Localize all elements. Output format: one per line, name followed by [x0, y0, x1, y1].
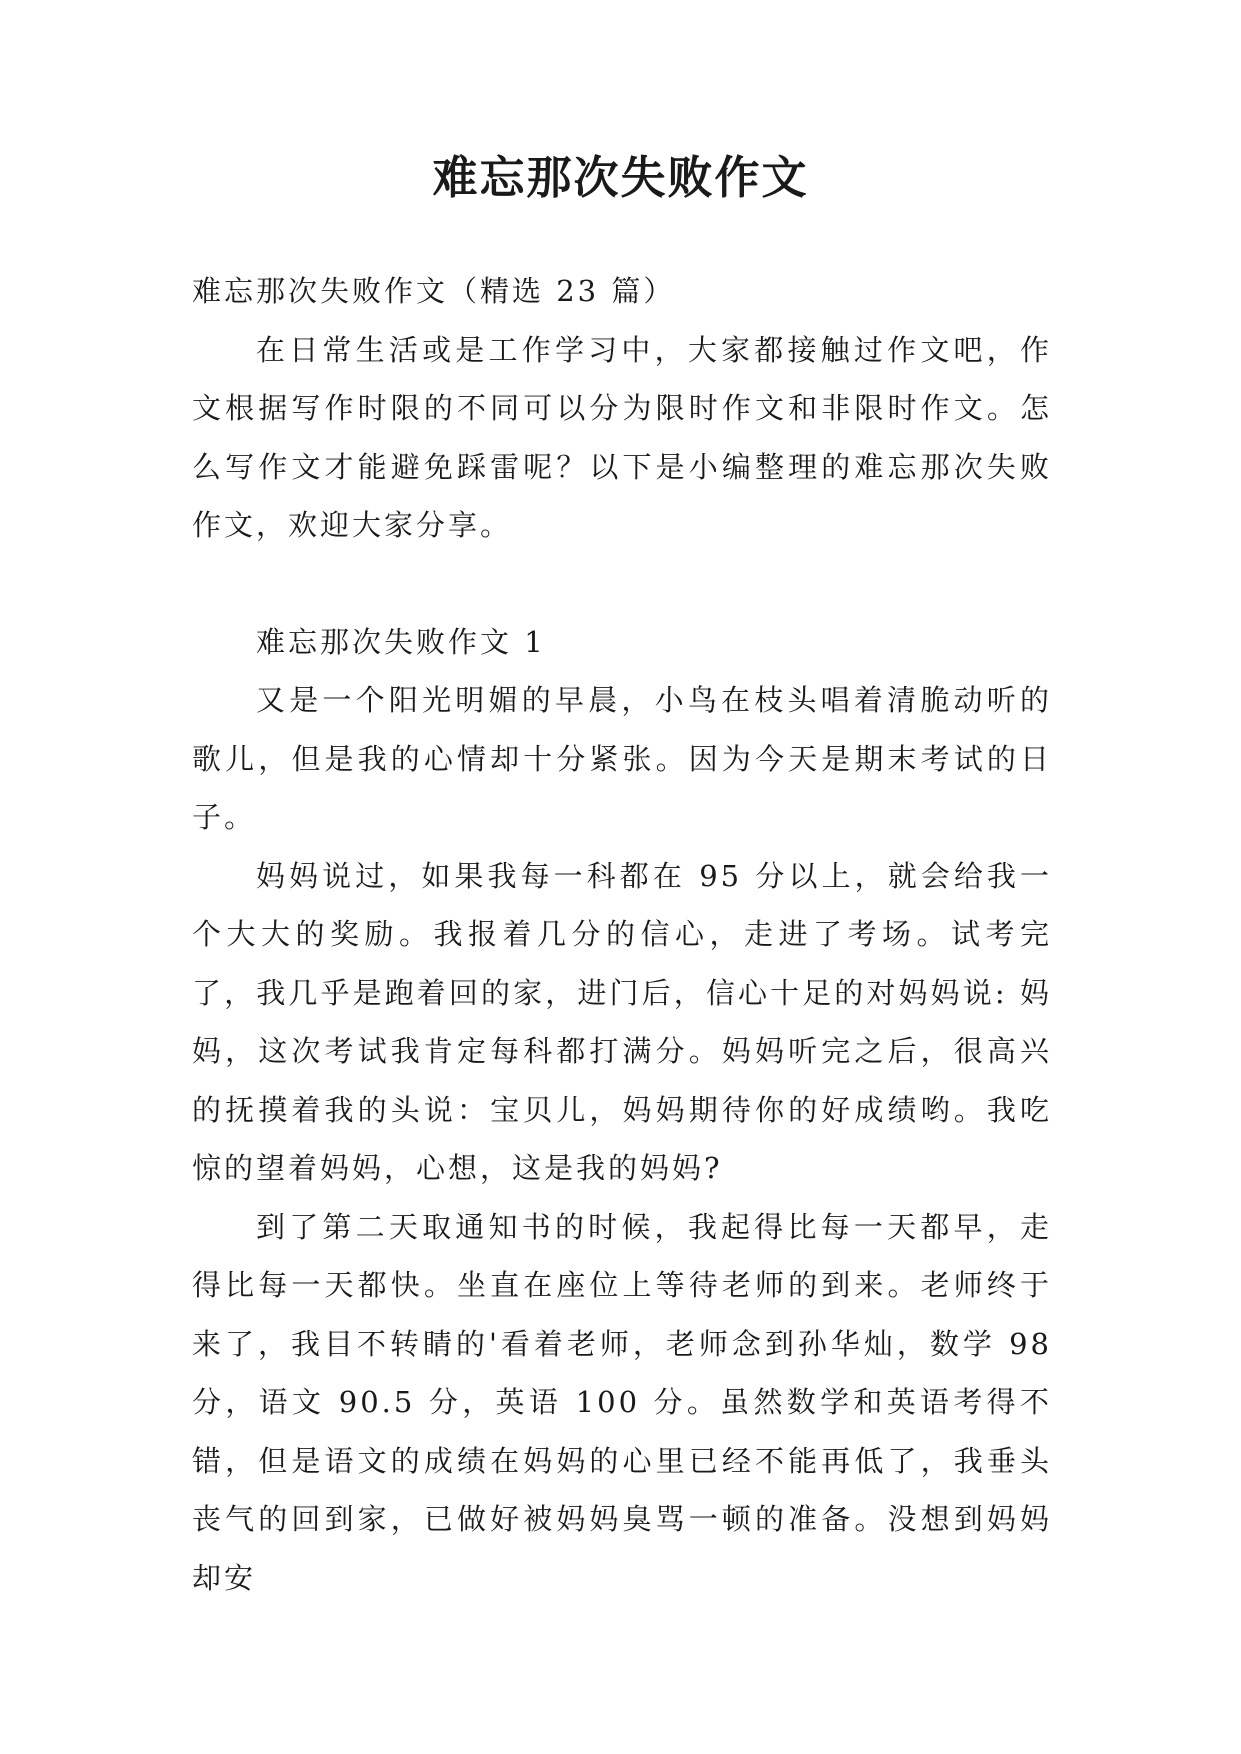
document-body — [192, 262, 1052, 1607]
body-paragraph: 到了第二天取通知书的时候，我起得比每一天都早，走得比每一天都快。坐直在座位上等待老师的到来。老师终于来了，我目不转睛的'看着老师，老师念到孙华灿，数学 98分，语文 90.5 分，英语 100 分。虽然数学和英语考得不错，但是语文的成绩在妈妈的心里已经不能再低了，我垂头丧气的回到家，已做好被妈妈臭骂一顿的准备。没想到妈妈却安 — [192, 1209, 1052, 1595]
document-title: 难忘那次失败作文 — [432, 151, 809, 204]
body-paragraph: 妈妈说过，如果我每一科都在 95 分以上，就会给我一个大大的奖励。我报着几分的信心，走进了考场。试考完了，我几乎是跑着回的家，进门后，信心十足的对妈妈说: 妈妈，这次考试我肯定每科都打满分。妈妈听完之后，很高兴的抚摸着我的头说：宝贝儿，妈妈期待你的好成绩哟。我吃惊的望着妈妈，心想，这是我的妈妈? — [192, 858, 1052, 1185]
body-paragraph: 又是一个阳光明媚的早晨，小鸟在枝头唱着清脆动听的歌儿，但是我的心情却十分紧张。因为今天是期末考试的日子。 — [192, 683, 1052, 834]
intro-paragraph: 在日常生活或是工作学习中，大家都接触过作文吧，作文根据写作时限的不同可以分为限时作文和非限时作文。怎么写作文才能避免踩雷呢？以下是小编整理的难忘那次失败作文，欢迎大家分享。 — [192, 332, 1052, 542]
document-subtitle: 难忘那次失败作文（精选 23 篇） — [192, 274, 676, 308]
section-heading: 难忘那次失败作文 1 — [256, 624, 546, 659]
section-spacer — [192, 555, 1052, 613]
